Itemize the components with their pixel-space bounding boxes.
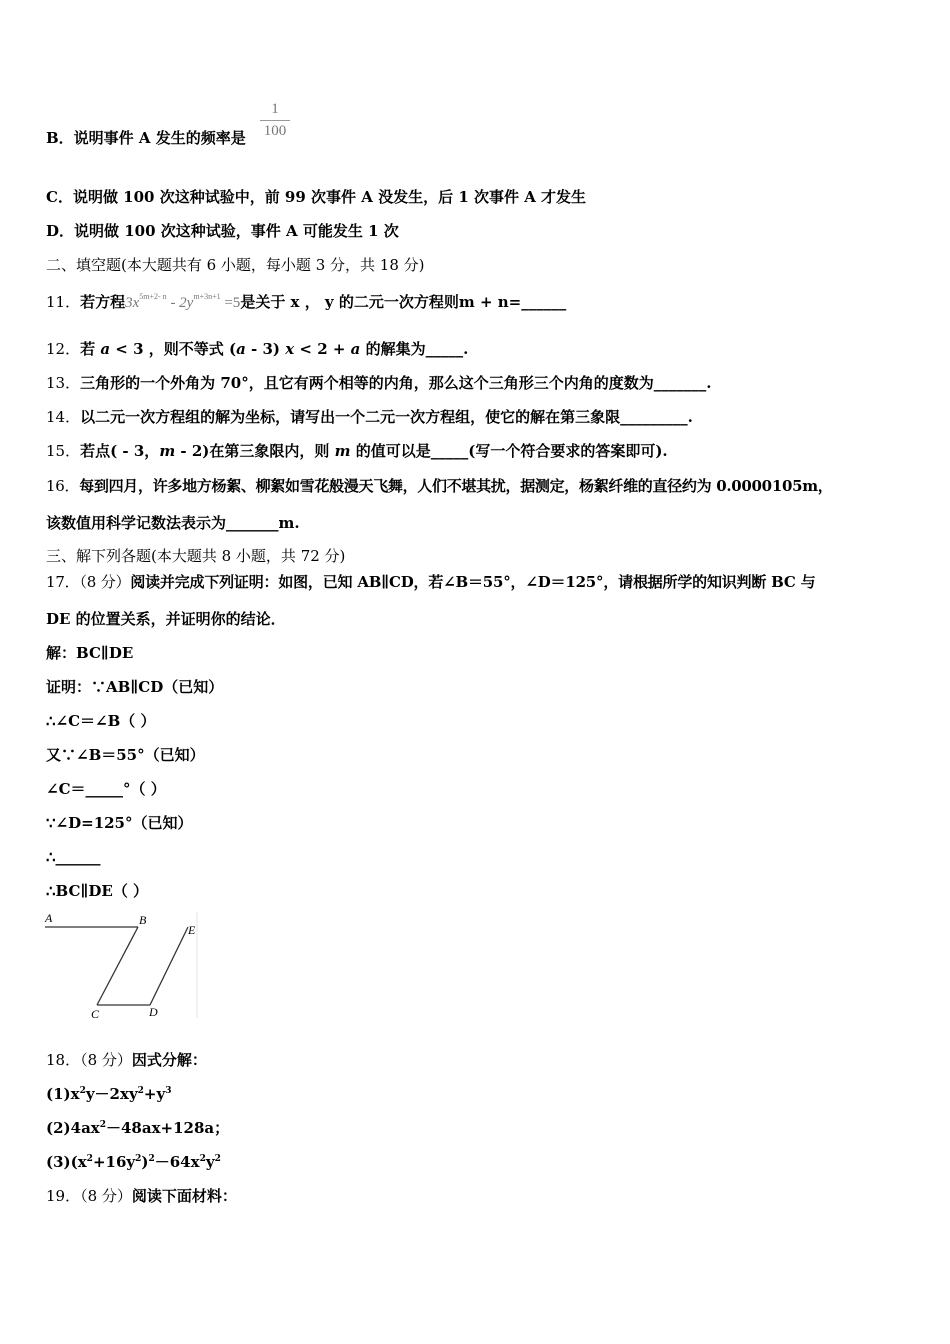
segment-bc — [97, 927, 138, 1005]
question-19: 19．（8 分）阅读下面材料： — [46, 1187, 237, 1205]
label-c: C — [91, 1007, 100, 1021]
proof-step-8: ∴BC∥DE（ ） — [46, 882, 149, 900]
section-2-heading: 二、填空题(本大题共有 6 小题，每小题 3 分，共 18 分) — [46, 256, 425, 274]
question-17-line-2: DE 的位置关系，并证明你的结论． — [46, 610, 286, 628]
q11-prefix: 若方程 — [80, 293, 126, 311]
fraction-denominator: 100 — [263, 123, 287, 139]
q11-equation: $3x^{5m+2- n} - 2y^{m+3n+1} =5$ — [125, 292, 241, 311]
question-13: 13．三角形的一个外角为 70°，且它有两个相等的内角，那么这个三角形三个内角的度数为_______. — [46, 374, 712, 392]
question-16-line-2: 该数值用科学记数法表示为_______m. — [46, 514, 300, 532]
proof-step-6: ∵∠D=125°（已知） — [46, 814, 193, 832]
label-b: B — [139, 913, 147, 927]
label-e: E — [188, 923, 196, 937]
factor-problem-3: $(3)(x^2+16y^2)^2-64x^2y^2$ — [46, 1153, 221, 1171]
question-14: 14．以二元一次方程组的解为坐标，请写出一个二元一次方程组，使它的解在第三象限_________. — [46, 408, 693, 426]
proof-step-7: ∴______ — [46, 848, 101, 866]
proof-step-5: ∠C＝_____°（ ） — [46, 780, 166, 798]
question-number: 11． — [46, 293, 81, 311]
label-d: D — [149, 1005, 158, 1019]
segment-de — [150, 927, 188, 1005]
question-16: 16．每到四月，许多地方杨絮、柳絮如雪花般漫天飞舞，人们不堪其扰，据测定，杨絮纤维的直径约为 0.0000105m， — [46, 477, 833, 495]
factor-problem-2: $(2)4ax^2-48ax+128a$； — [46, 1119, 230, 1137]
question-17: 17．（8 分）阅读并完成下列证明：如图，已知 AB∥CD，若∠B＝55°，∠D＝125°，请根据所学的知识判断 BC 与 — [46, 573, 816, 591]
geometry-figure — [44, 910, 204, 1022]
option-b-text: B．说明事件 A 发生的频率是 — [46, 129, 246, 147]
option-b — [46, 128, 246, 148]
label-a: A — [45, 911, 53, 925]
section-3-heading: 三、解下列各题(本大题共 8 小题，共 72 分) — [46, 547, 346, 565]
option-d: D．说明做 100 次这种试验，事件 A 可能发生 1 次 — [46, 222, 399, 240]
q11-suffix: 是关于 x ， y 的二元一次方程则m + n=______ — [240, 293, 567, 311]
proof-step-2: 证明：∵AB∥CD（已知） — [46, 678, 224, 696]
factor-problem-1: $(1)x^2y-2xy^2+y^3$ — [46, 1085, 172, 1103]
question-12: 12．若 a < 3 ，则不等式 (a - 3) x < 2 + a 的解集为_____. — [46, 340, 469, 358]
proof-step-1: 解：BC∥DE — [46, 644, 134, 662]
fraction-1-100 — [260, 101, 290, 140]
proof-step-3: ∴∠C＝∠B（ ） — [46, 712, 156, 730]
option-c: C．说明做 100 次这种试验中，前 99 次事件 A 没发生，后 1 次事件 A 才发生 — [46, 188, 587, 206]
fraction-bar — [260, 120, 290, 121]
question-15: 15．若点( - 3，m - 2)在第三象限内，则 m 的值可以是_____(写一个符合要求的答案即可). — [46, 442, 668, 460]
question-11 — [46, 292, 566, 313]
question-18: 18．（8 分）因式分解： — [46, 1051, 207, 1069]
proof-step-4: 又∵∠B＝55°（已知） — [46, 746, 205, 764]
fraction-numerator: 1 — [271, 101, 279, 117]
